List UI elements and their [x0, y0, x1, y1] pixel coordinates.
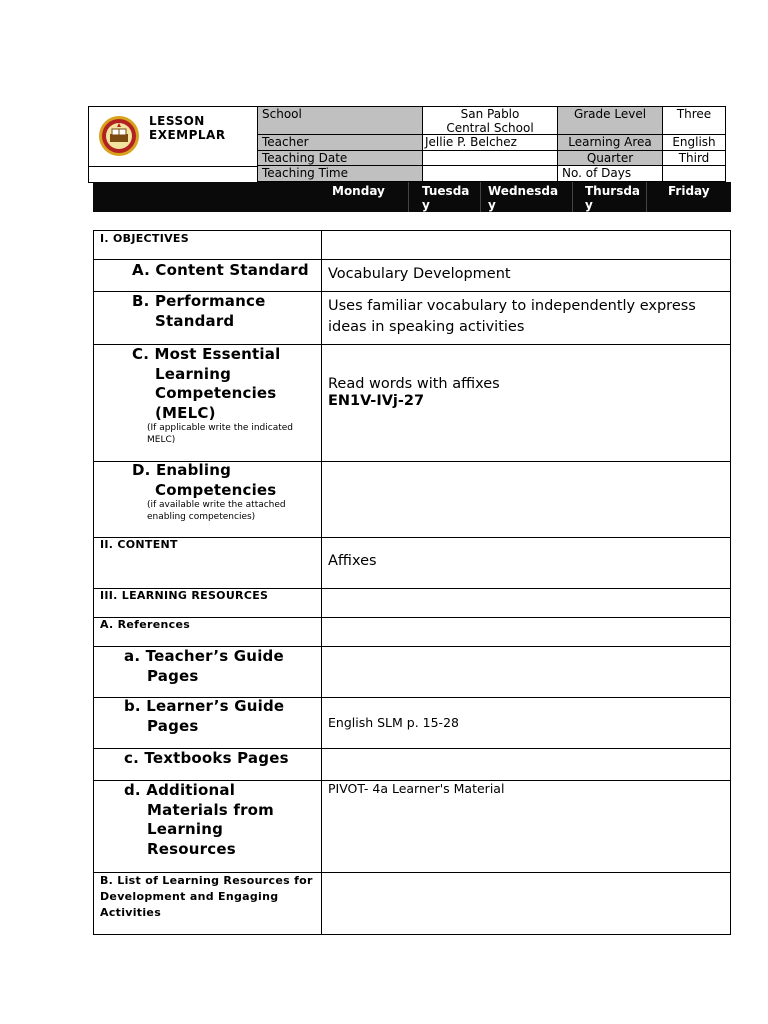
- objectives-heading-row: [93, 230, 731, 260]
- no-of-days-label: No. of Days: [557, 165, 663, 182]
- day-divider: [480, 182, 481, 212]
- textbooks-label-cell: [93, 748, 322, 781]
- no-of-days-value: [662, 165, 726, 182]
- teaching-date-value: [422, 150, 558, 166]
- textbooks-row: [93, 748, 731, 781]
- day-monday: Monday: [332, 184, 385, 198]
- textbooks-label: c. Textbooks Pages: [124, 749, 289, 767]
- enabling-label-line2: Competencies: [155, 480, 277, 499]
- additional-materials-label-cell: [93, 780, 322, 873]
- objectives-heading-value: [321, 230, 731, 260]
- objectives-heading: I. OBJECTIVES: [100, 232, 189, 245]
- day-divider: [572, 182, 573, 212]
- content-heading: II. CONTENT: [100, 538, 178, 551]
- references-value-cell: [321, 617, 731, 647]
- title-blank-bottom: [88, 166, 258, 183]
- content-row: [93, 537, 731, 589]
- performance-standard-label-line2: Standard: [155, 311, 235, 330]
- day-divider: [408, 182, 409, 212]
- days-bar: [93, 182, 731, 212]
- references-heading-cell: [93, 617, 322, 647]
- enabling-value-cell: [321, 461, 731, 538]
- teachers-guide-label: [124, 647, 284, 686]
- additional-materials-value: PIVOT- 4a Learner's Material: [328, 781, 505, 796]
- main-table: [93, 230, 731, 935]
- enabling-label-line1: D. Enabling: [132, 461, 232, 479]
- day-friday: Friday: [668, 184, 710, 198]
- day-thursday: Thursda y: [585, 184, 641, 212]
- teacher-label: Teacher: [257, 134, 423, 151]
- learners-guide-value-cell: [321, 697, 731, 749]
- teaching-date-label: Teaching Date: [257, 150, 423, 166]
- additional-materials-label: [124, 781, 274, 859]
- quarter-label: Quarter: [557, 150, 663, 166]
- learners-guide-label-line1: b. Learner’s Guide: [124, 697, 285, 715]
- melc-row: [93, 344, 731, 462]
- performance-standard-row: [93, 291, 731, 345]
- learning-resources-heading-cell: [93, 588, 322, 618]
- objectives-heading-cell: [93, 230, 322, 260]
- title-line-2: EXEMPLAR: [149, 128, 226, 142]
- additional-materials-row: [93, 780, 731, 873]
- school-logo: [98, 115, 140, 157]
- additional-materials-label-line4: Resources: [147, 839, 236, 858]
- enabling-row: [93, 461, 731, 538]
- performance-standard-value: Uses familiar vocabulary to independently express ideas in speaking activities: [328, 298, 696, 335]
- teachers-guide-label-line2: Pages: [147, 666, 199, 685]
- content-value: Affixes: [328, 553, 377, 569]
- additional-materials-label-line3: Learning: [147, 820, 224, 838]
- learning-resources-heading: III. LEARNING RESOURCES: [100, 589, 269, 602]
- references-heading: A. References: [100, 618, 191, 631]
- melc-label-cell: [93, 344, 322, 462]
- content-heading-cell: [93, 537, 322, 589]
- performance-standard-label-cell: [93, 291, 322, 345]
- learners-guide-label: [124, 697, 284, 736]
- content-standard-value-cell: [321, 259, 731, 292]
- melc-code: EN1V-IVj-27: [328, 393, 425, 409]
- quarter-value: Third: [662, 150, 726, 166]
- teachers-guide-row: [93, 646, 731, 698]
- teaching-time-value: [422, 165, 558, 182]
- melc-value-cell: [321, 344, 731, 462]
- resource-list-label: B. List of Learning Resources for Development and Engaging Activities: [100, 874, 313, 919]
- enabling-label-cell: [93, 461, 322, 538]
- performance-standard-label: [132, 292, 265, 331]
- enabling-note: (if available write the attached enabling competencies): [147, 500, 286, 522]
- content-standard-row: [93, 259, 731, 292]
- learning-resources-row: [93, 588, 731, 618]
- title-line-1: LESSON: [149, 114, 205, 128]
- teaching-time-label: Teaching Time: [257, 165, 423, 182]
- day-tuesday: Tuesda y: [422, 184, 470, 212]
- content-value-cell: [321, 537, 731, 589]
- content-standard-label: A. Content Standard: [132, 261, 309, 279]
- grade-level-value: Three: [662, 106, 726, 135]
- learners-guide-label-cell: [93, 697, 322, 749]
- melc-label-line3: Competencies: [155, 384, 277, 402]
- learners-guide-label-line2: Pages: [147, 716, 199, 735]
- learners-guide-value: English SLM p. 15-28: [328, 715, 459, 730]
- melc-label-line4: (MELC): [155, 403, 216, 422]
- title-cell: [88, 106, 258, 167]
- textbooks-value-cell: [321, 748, 731, 781]
- performance-standard-value-cell: [321, 291, 731, 345]
- learning-area-label: Learning Area: [557, 134, 663, 151]
- performance-standard-label-line1: B. Performance: [132, 292, 266, 310]
- learners-guide-row: [93, 697, 731, 749]
- enabling-label: [132, 461, 276, 500]
- content-standard-value: Vocabulary Development: [328, 266, 511, 282]
- additional-materials-value-cell: [321, 780, 731, 873]
- melc-label: [132, 345, 280, 423]
- additional-materials-label-line2: Materials from: [147, 800, 275, 819]
- learning-resources-value-cell: [321, 588, 731, 618]
- lesson-exemplar-title: [149, 114, 226, 142]
- grade-level-label: Grade Level: [557, 106, 663, 135]
- teacher-value: Jellie P. Belchez: [422, 134, 558, 151]
- resource-list-label-cell: [93, 872, 322, 935]
- teachers-guide-label-line1: a. Teacher’s Guide: [124, 647, 284, 665]
- resource-list-value-cell: [321, 872, 731, 935]
- day-wednesday: Wednesda y: [488, 184, 559, 212]
- references-row: [93, 617, 731, 647]
- school-label: School: [257, 106, 423, 135]
- additional-materials-label-line1: d. Additional: [124, 781, 236, 799]
- melc-value: Read words with affixes: [328, 376, 500, 392]
- melc-label-line2: Learning: [155, 364, 232, 383]
- day-divider: [646, 182, 647, 212]
- content-standard-label-cell: [93, 259, 322, 292]
- teachers-guide-value-cell: [321, 646, 731, 698]
- deped-seal-icon: [98, 115, 140, 157]
- melc-note: (If applicable write the indicated MELC): [147, 423, 293, 445]
- teachers-guide-label-cell: [93, 646, 322, 698]
- school-value: San Pablo Central School: [422, 106, 558, 135]
- learning-area-value: English: [662, 134, 726, 151]
- melc-label-line1: C. Most Essential: [132, 345, 281, 363]
- resource-list-row: [93, 872, 731, 935]
